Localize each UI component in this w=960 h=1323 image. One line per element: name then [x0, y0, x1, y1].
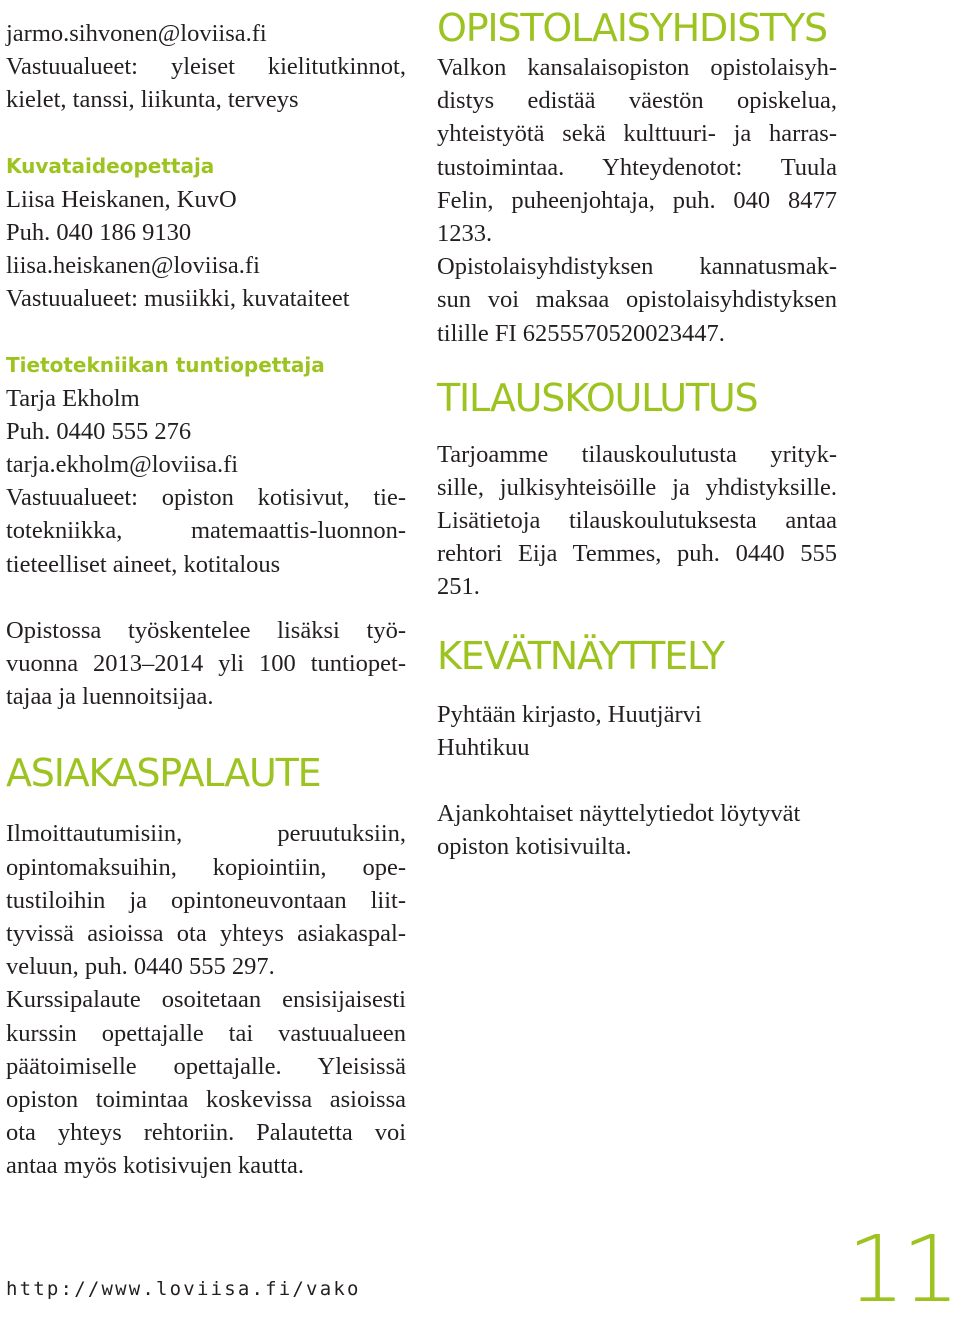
right-column: [437, 0, 837, 863]
association-text: Valkon kansalaisopiston opistolaisyh-: [437, 54, 837, 81]
association-text: Felin, puheenjohtaja, puh. 040 8477: [437, 186, 837, 214]
teacher-name: Liisa Heiskanen, KuvO: [6, 185, 237, 213]
teacher-email: tarja.ekholm@loviisa.fi: [6, 451, 239, 479]
teacher-responsibilities: Vastuualueet: musiikki, kuvataiteet: [6, 285, 350, 313]
association-text: tustoimintaa. Yhteydenotot: Tuula: [437, 153, 837, 181]
customer-service-text: ota yhteys rehtoriin. Palautetta voi: [6, 1119, 406, 1147]
training-text: Tarjoamme tilauskoulutusta yrityk-: [437, 440, 837, 468]
responsibility-text: kielet, tanssi, liikunta, terveys: [6, 86, 299, 114]
customer-service-text: päätoimiselle opettajalle. Yleisissä: [6, 1052, 406, 1080]
customer-service-text: Ilmoittautumisiin, peruutuksiin,: [6, 820, 406, 848]
association-text: distys edistää väestön opiskelua,: [437, 87, 837, 115]
staff-note: vuonna 2013–2014 yli 100 tuntiopet-: [6, 650, 406, 677]
staff-note: Opistossa työskentelee lisäksi työ-: [6, 616, 406, 644]
custom-training-heading: TILAUSKOULUTUS: [437, 375, 758, 420]
association-account: tilille FI 6255570520023447.: [437, 319, 725, 347]
customer-service-text: opiston toimintaa koskevissa asioissa: [6, 1085, 406, 1113]
art-teacher-heading: Kuvataideopettaja: [6, 153, 215, 178]
teacher-phone: Puh. 040 186 9130: [6, 218, 192, 246]
teacher-responsibilities: tieteelliset aineet, kotitalous: [6, 550, 281, 578]
teacher-responsibilities: Vastuualueet: opiston kotisivut, tie-: [6, 484, 406, 512]
customer-service-heading: ASIAKASPALAUTE: [6, 751, 321, 796]
association-text: yhteistyötä sekä kulttuuri- ja harras-: [437, 120, 837, 148]
association-text: sun voi maksaa opistolaisyhdistyksen: [437, 286, 837, 314]
teacher-email: liisa.heiskanen@loviisa.fi: [6, 252, 260, 280]
customer-service-text: kurssin opettajalle tai vastuualueen: [6, 1019, 406, 1047]
responsibility-text: Vastuualueet: yleiset kielitutkinnot,: [6, 53, 406, 81]
training-text: rehtori Eija Temmes, puh. 0440 555: [437, 540, 837, 568]
exhibition-note: Ajankohtaiset näyttelytiedot löytyvät: [437, 800, 801, 827]
page-number: 11: [846, 1216, 956, 1323]
exhibition-location: Pyhtään kirjasto, Huutjärvi: [437, 700, 702, 728]
student-association-heading: OPISTOLAISYHDISTYS: [437, 6, 827, 50]
customer-service-text: tustiloihin ja opintoneuvontaan liit-: [6, 886, 406, 914]
footer-url: http://www.loviisa.fi/vako: [6, 1278, 361, 1300]
customer-service-text: veluun, puh. 0440 555 297.: [6, 953, 275, 981]
left-column: [6, 0, 406, 1182]
exhibition-date: Huhtikuu: [437, 733, 530, 761]
training-text: Lisätietoja tilauskoulutuksesta antaa: [437, 507, 837, 535]
email-text: jarmo.sihvonen@loviisa.fi: [6, 20, 267, 47]
training-text: 251.: [437, 573, 480, 601]
exhibition-note: opiston kotisivuilta.: [437, 833, 632, 861]
staff-note: tajaa ja luennoitsijaa.: [6, 683, 214, 711]
training-text: sille, julkisyhteisöille ja yhdistyksille.: [437, 473, 837, 501]
teacher-phone: Puh. 0440 555 276: [6, 417, 192, 445]
customer-service-text: antaa myös kotisivujen kautta.: [6, 1152, 305, 1180]
it-teacher-heading: Tietotekniikan tuntiopettaja: [6, 352, 325, 377]
customer-service-text: Kurssipalaute osoitetaan ensisijaisesti: [6, 986, 406, 1014]
customer-service-text: opintomaksuihin, kopiointiin, ope-: [6, 853, 406, 881]
association-text: Opistolaisyhdistyksen kannatusmak-: [437, 253, 837, 281]
teacher-responsibilities: totekniikka, matemaattis-luonnon-: [6, 517, 406, 545]
spring-exhibition-heading: KEVÄTNÄYTTELY: [437, 633, 724, 678]
teacher-name: Tarja Ekholm: [6, 384, 140, 412]
customer-service-text: tyvissä asioissa ota yhteys asiakaspal-: [6, 919, 406, 947]
association-text: 1233.: [437, 219, 493, 247]
